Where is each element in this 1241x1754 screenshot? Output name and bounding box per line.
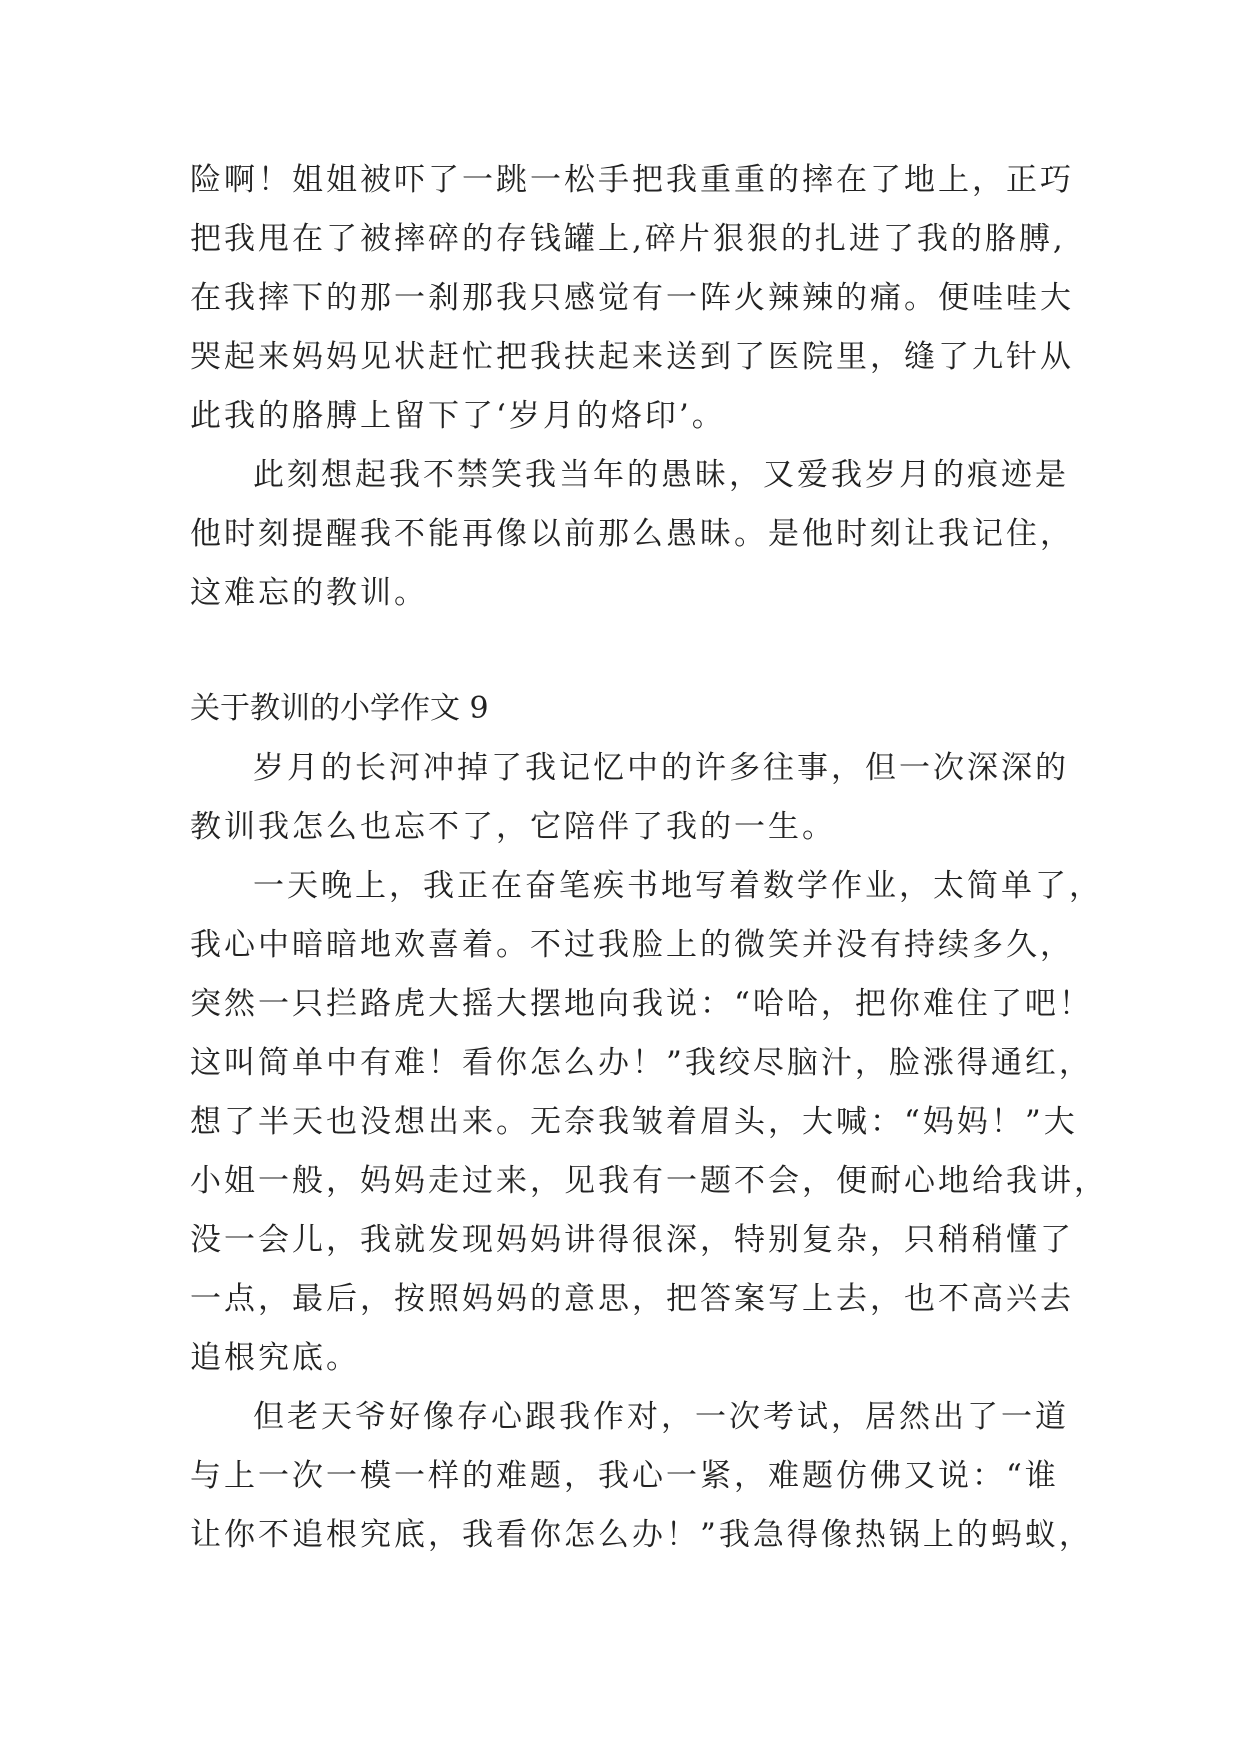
text-line: 险啊！姐姐被吓了一跳一松手把我重重的摔在了地上，正巧 (190, 162, 1074, 198)
text-line: 一点，最后，按照妈妈的意思，把答案写上去，也不高兴去 (190, 1281, 1074, 1317)
text-line: 追根究底。 (190, 1340, 360, 1376)
text-line: 我心中暗暗地欢喜着。不过我脸上的微笑并没有持续多久， (190, 927, 1074, 963)
text-line: 他时刻提醒我不能再像以前那么愚昧。是他时刻让我记住， (190, 516, 1074, 552)
text-line: 一天晚上，我正在奋笔疾书地写着数学作业，太简单了， (253, 868, 1103, 904)
text-line: 把我甩在了被摔碎的存钱罐上,碎片狠狠的扎进了我的胳膊, (190, 221, 1066, 257)
text-line: 没一会儿，我就发现妈妈讲得很深，特别复杂，只稍稍懂了 (190, 1222, 1074, 1258)
text-line: 此我的胳膊上留下了‘岁月的烙印’。 (190, 398, 726, 434)
text-line: 在我摔下的那一刹那我只感觉有一阵火辣辣的痛。便哇哇大 (190, 280, 1074, 316)
text-line: 突然一只拦路虎大摇大摆地向我说：“哈哈，把你难住了吧！ (190, 986, 1093, 1022)
text-line: 小姐一般，妈妈走过来，见我有一题不会，便耐心地给我讲， (190, 1163, 1108, 1199)
text-line: 此刻想起我不禁笑我当年的愚昧，又爱我岁月的痕迹是 (253, 457, 1069, 493)
text-line: 这难忘的教训。 (190, 575, 428, 611)
text-line: 但老天爷好像存心跟我作对，一次考试，居然出了一道 (253, 1399, 1069, 1435)
text-line: 与上一次一模一样的难题，我心一紧，难题仿佛又说：“谁 (190, 1458, 1059, 1494)
text-line: 这叫简单中有难！看你怎么办！”我绞尽脑汁，脸涨得通红， (190, 1045, 1093, 1081)
text-line: 岁月的长河冲掉了我记忆中的许多往事，但一次深深的 (253, 750, 1069, 786)
text-line: 哭起来妈妈见状赶忙把我扶起来送到了医院里，缝了九针从 (190, 339, 1074, 375)
text-line: 想了半天也没想出来。无奈我皱着眉头，大喊：“妈妈！”大 (190, 1104, 1078, 1140)
text-line: 让你不追根究底，我看你怎么办！”我急得像热锅上的蚂蚁， (190, 1517, 1093, 1553)
section-heading: 关于教训的小学作文 9 (190, 691, 489, 726)
text-line: 教训我怎么也忘不了，它陪伴了我的一生。 (190, 809, 836, 845)
